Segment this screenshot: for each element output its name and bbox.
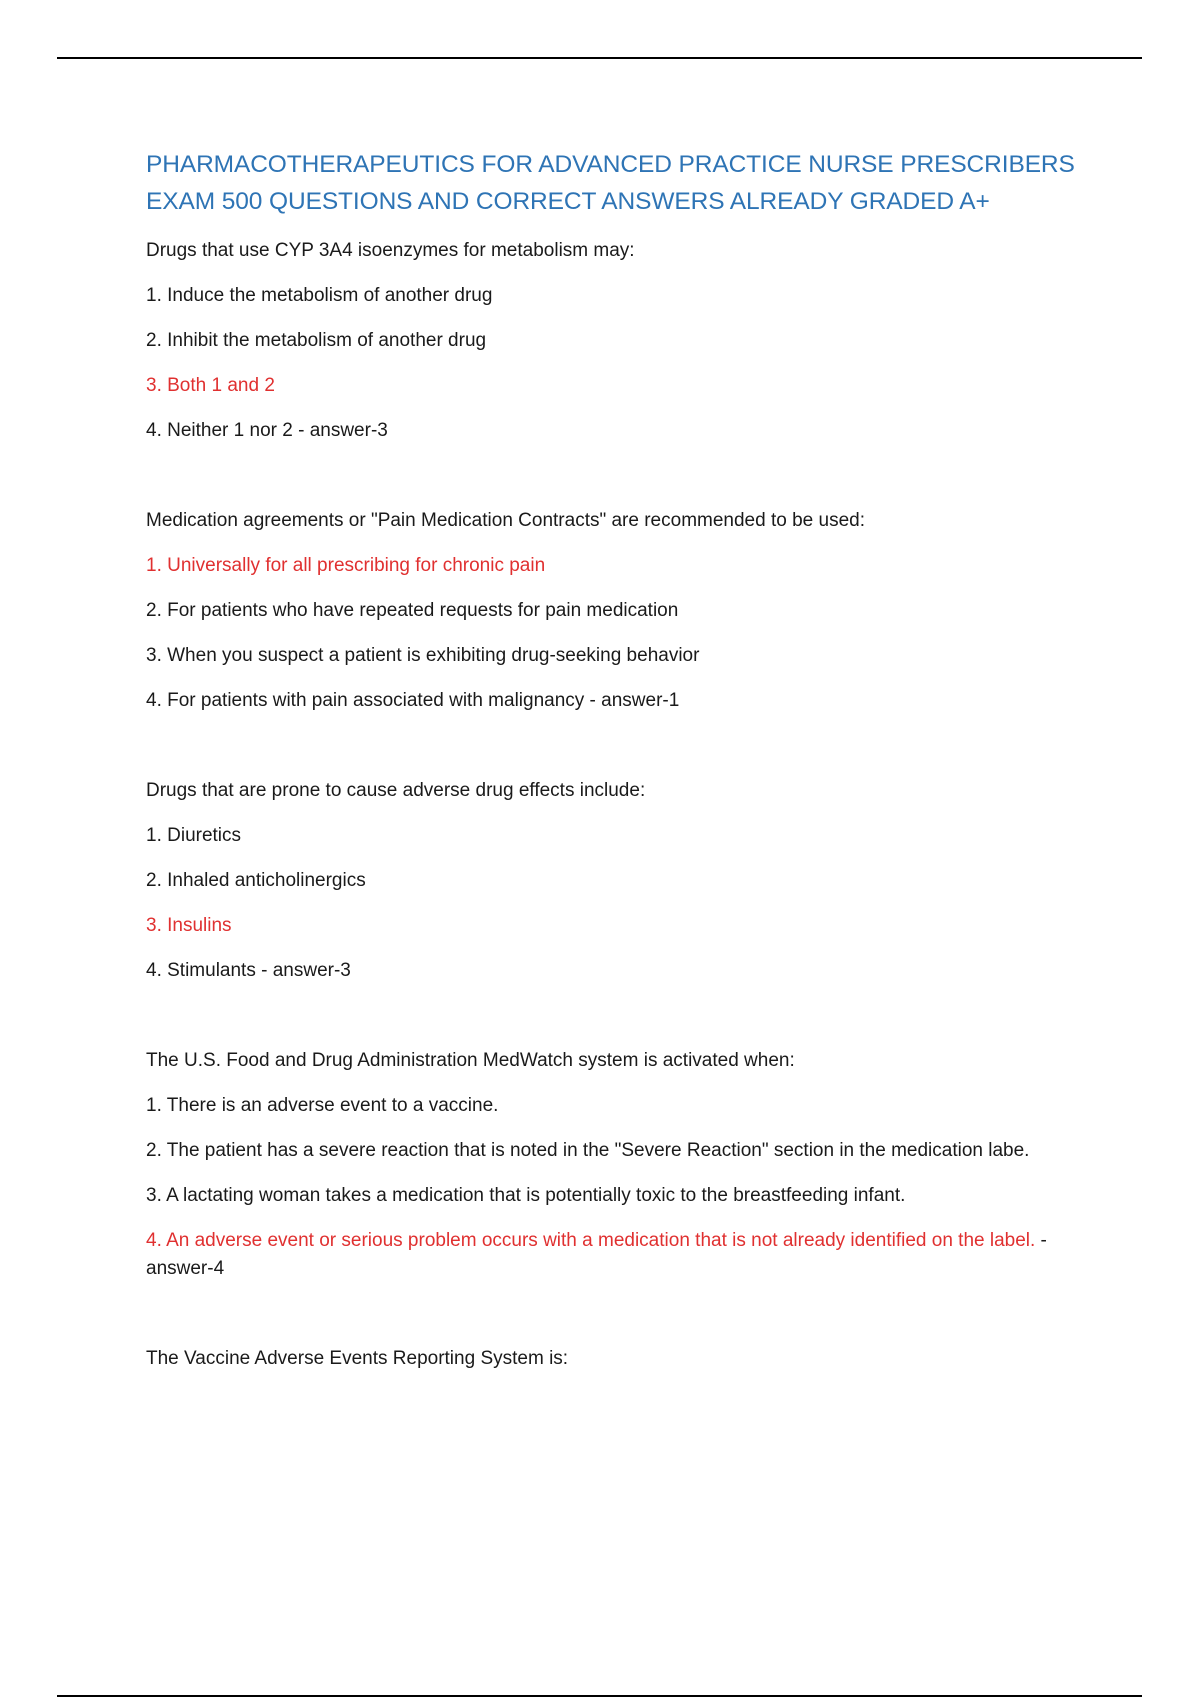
answer-key: - answer-3: [255, 960, 351, 981]
correct-answer-option: 4. An adverse event or serious problem occurs with a medication that is not already identified on the label.: [146, 1230, 1036, 1251]
answer-key: - answer-4: [146, 1230, 1047, 1279]
correct-answer-option: 3. Both 1 and 2: [146, 375, 275, 396]
answer-option: 1. Diuretics: [146, 825, 242, 846]
question-3: [146, 777, 1096, 985]
answer-option-with-key: [146, 1227, 1096, 1283]
document-title: PHARMACOTHERAPEUTICS FOR ADVANCED PRACTICE NURSE PRESCRIBERS EXAM 500 QUESTIONS AND CORRECT ANSWERS ALREADY GRADED A+: [146, 151, 1075, 215]
answer-option: 4. Neither 1 nor 2: [146, 420, 293, 441]
answer-key: - answer-3: [292, 420, 388, 441]
answer-option-with-key: [146, 957, 1096, 985]
answer-option: 2. The patient has a severe reaction that is noted in the "Severe Reaction" section in the medication labe.: [146, 1140, 1030, 1161]
answer-key: - answer-1: [584, 690, 680, 711]
question-1: [146, 237, 1096, 445]
header-rule: [57, 57, 1142, 59]
answer-option: 2. Inhaled anticholinergics: [146, 870, 366, 891]
answer-option: 2. For patients who have repeated requests for pain medication: [146, 600, 679, 621]
footer-rule: [57, 1695, 1142, 1697]
question-stem: The Vaccine Adverse Events Reporting System is:: [146, 1348, 569, 1369]
question-stem: Drugs that use CYP 3A4 isoenzymes for metabolism may:: [146, 240, 635, 261]
answer-option: 3. When you suspect a patient is exhibiting drug-seeking behavior: [146, 645, 700, 666]
answer-option: 1. Induce the metabolism of another drug: [146, 285, 493, 306]
question-stem: Medication agreements or "Pain Medication Contracts" are recommended to be used:: [146, 510, 865, 531]
correct-answer-option: 3. Insulins: [146, 915, 232, 936]
question-stem: The U.S. Food and Drug Administration MedWatch system is activated when:: [146, 1050, 795, 1071]
question-5: [146, 1345, 1096, 1373]
answer-option: 3. A lactating woman takes a medication that is potentially toxic to the breastfeeding infant.: [146, 1185, 906, 1206]
answer-option: 4. Stimulants: [146, 960, 256, 981]
answer-option: 1. There is an adverse event to a vaccine.: [146, 1095, 499, 1116]
question-2: [146, 507, 1096, 715]
answer-option-with-key: [146, 687, 1096, 715]
answer-option: 4. For patients with pain associated with malignancy: [146, 690, 585, 711]
answer-option: 2. Inhibit the metabolism of another drug: [146, 330, 487, 351]
correct-answer-option: 1. Universally for all prescribing for chronic pain: [146, 555, 546, 576]
document-body: [146, 146, 1096, 1373]
question-4: [146, 1047, 1096, 1283]
answer-option-with-key: [146, 417, 1096, 445]
question-stem: Drugs that are prone to cause adverse drug effects include:: [146, 780, 646, 801]
